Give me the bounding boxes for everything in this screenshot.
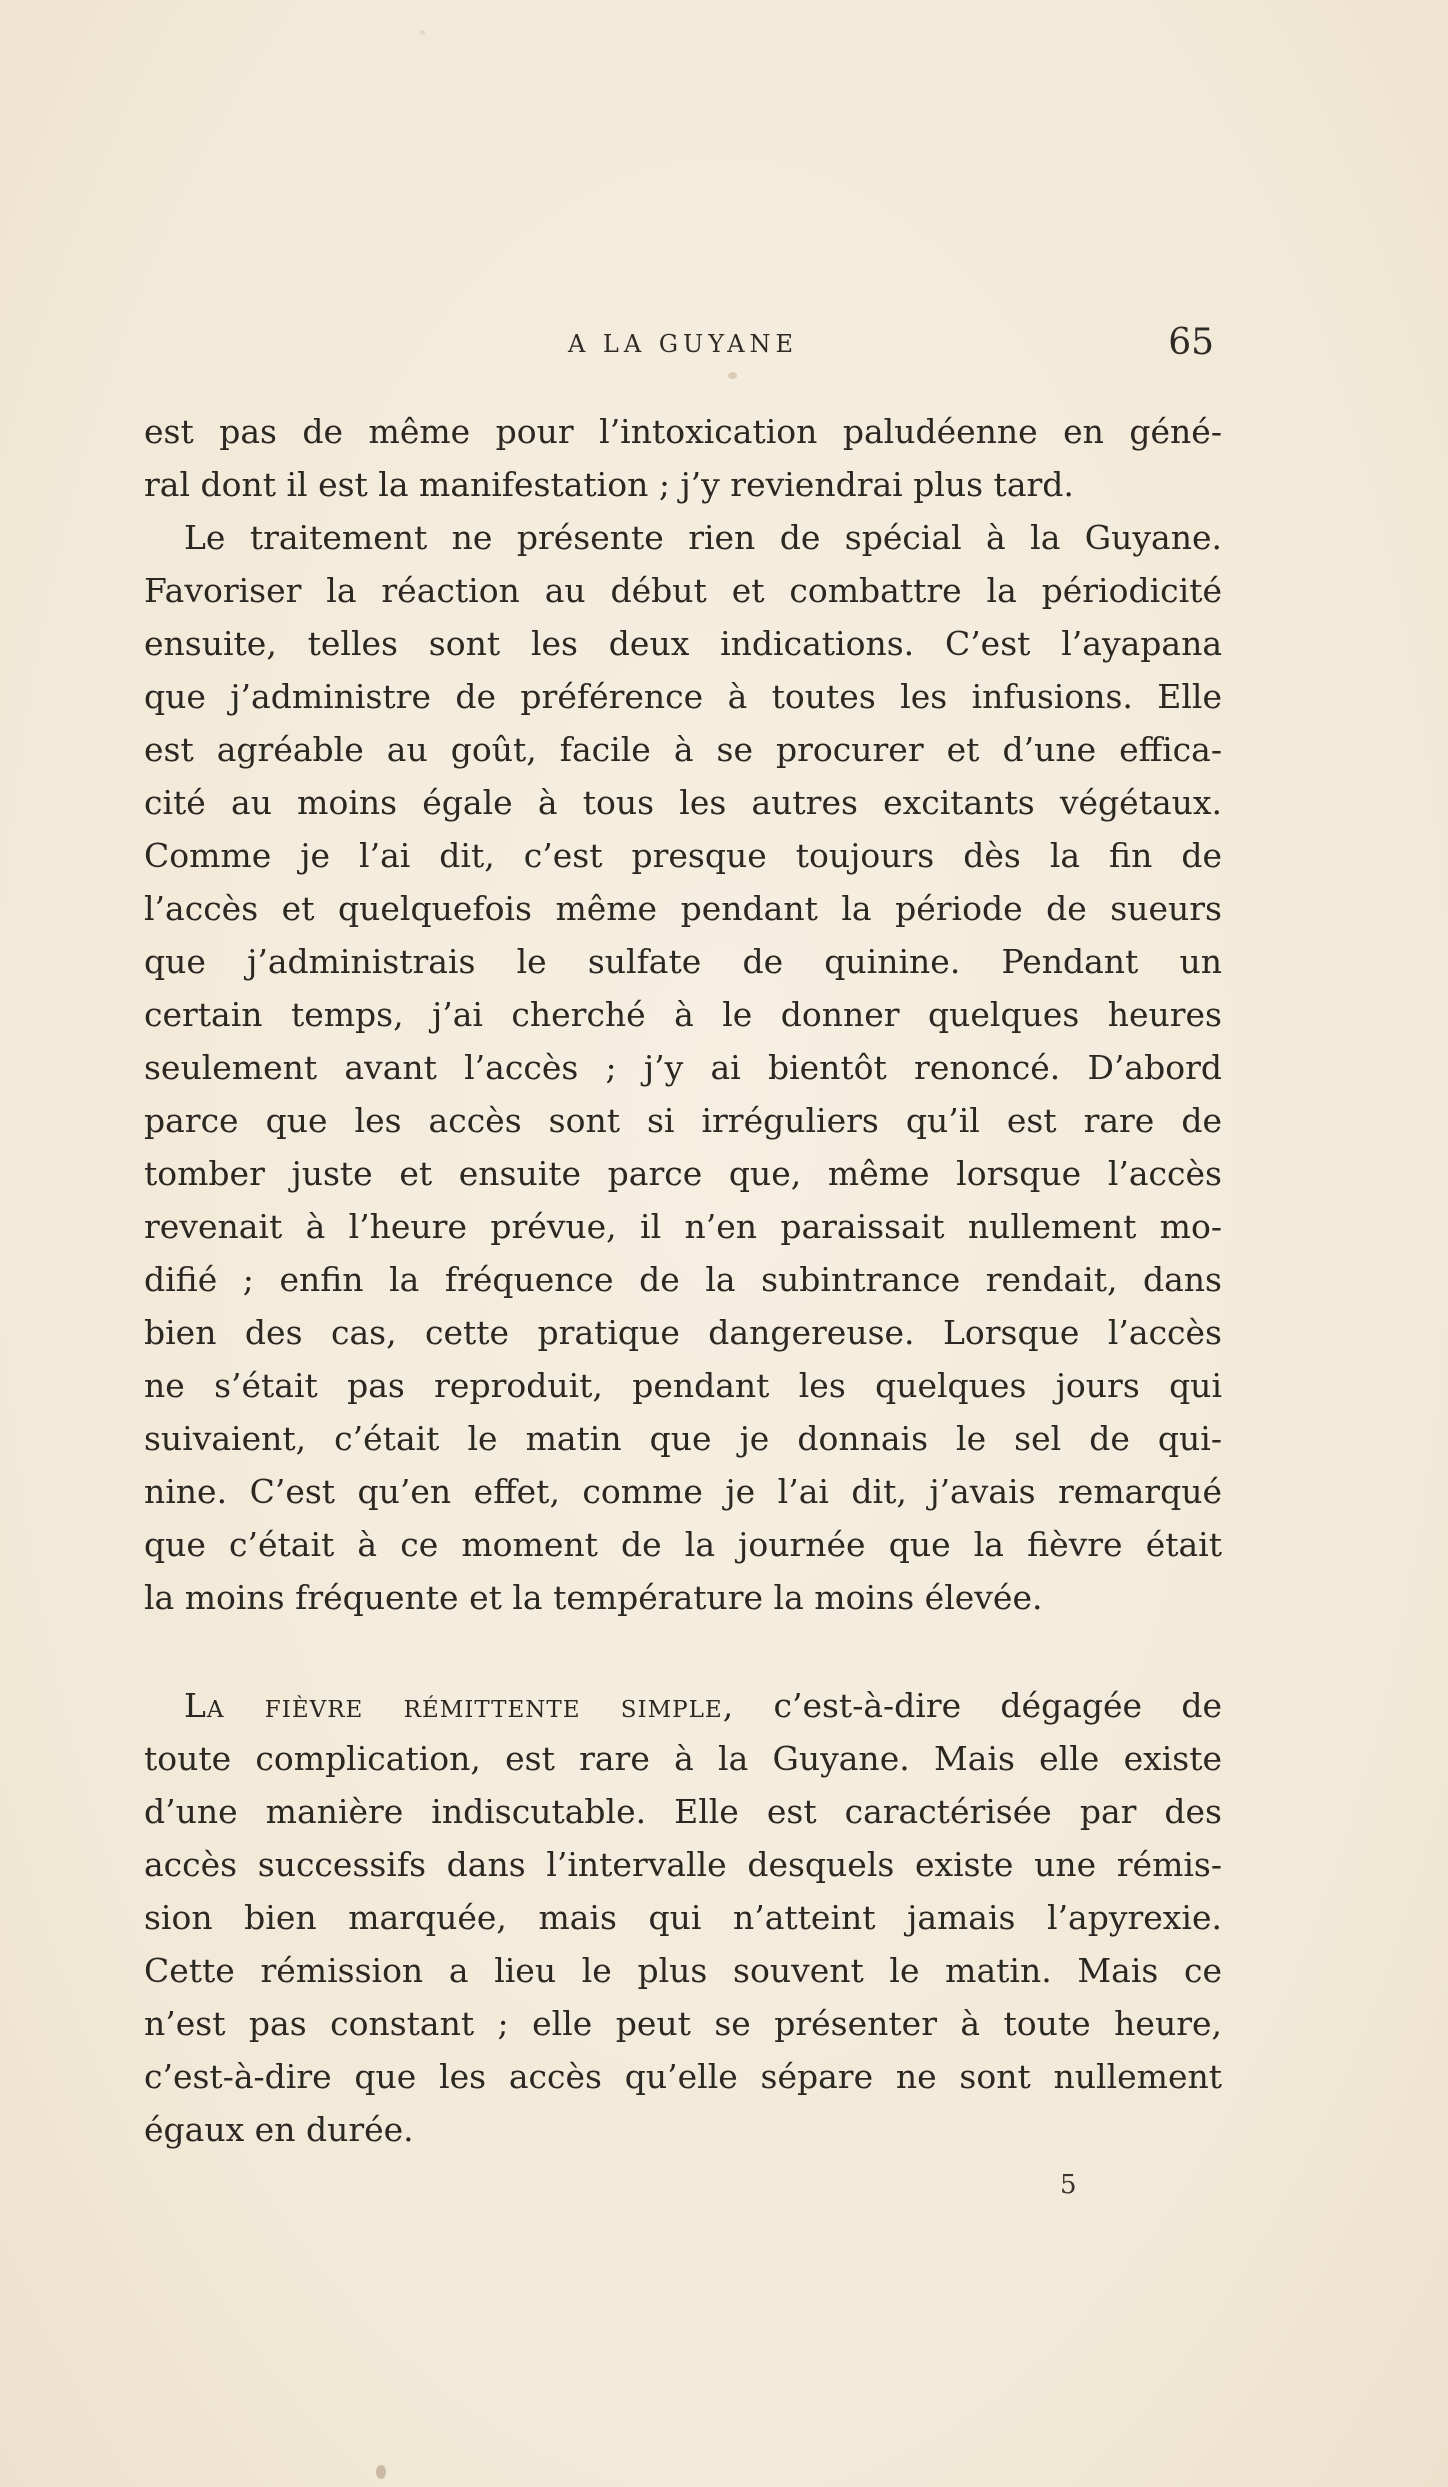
text-line: Le traitement ne présente rien de spécial à la Guyane. — [184, 518, 1222, 557]
text-line: Cette rémission a lieu le plus souvent le matin. Mais ce — [144, 1951, 1222, 1990]
text-line: seulement avant l’accès ; j’y ai bientôt renoncé. D’abord — [144, 1048, 1222, 1087]
text-line: la moins fréquente et la température la moins élevée. — [144, 1578, 1043, 1617]
text-line: tomber juste et ensuite parce que, même lorsque l’accès — [144, 1154, 1222, 1193]
page-number: 65 — [1168, 322, 1214, 363]
text-line: accès successifs dans l’intervalle desquels existe une rémis- — [144, 1845, 1222, 1884]
text-line: que c’était à ce moment de la journée que la fièvre était — [144, 1525, 1222, 1564]
text-line: c’est-à-dire que les accès qu’elle sépare ne sont nullement — [144, 2057, 1222, 2096]
text-line: que j’administre de préférence à toutes les infusions. Elle — [144, 677, 1222, 716]
text-line: revenait à l’heure prévue, il n’en paraissait nullement mo- — [144, 1207, 1222, 1246]
text-line: ne s’était pas reproduit, pendant les quelques jours qui — [144, 1366, 1222, 1405]
text-line: toute complication, est rare à la Guyane. Mais elle existe — [144, 1739, 1222, 1778]
text-line: cité au moins égale à tous les autres excitants végétaux. — [144, 783, 1222, 822]
paragraph-remittent-fever — [144, 1679, 1222, 2156]
text-line: l’accès et quelquefois même pendant la période de sueurs — [144, 889, 1222, 928]
paragraph-continuation — [144, 405, 1222, 1624]
running-title: A LA GUYANE — [567, 330, 799, 358]
text-line: bien des cas, cette pratique dangereuse. Lorsque l’accès — [144, 1313, 1222, 1352]
text-line: d’une manière indiscutable. Elle est caractérisée par des — [144, 1792, 1222, 1831]
text-line: que j’administrais le sulfate de quinine. Pendant un — [144, 942, 1222, 981]
signature-mark: 5 — [1060, 2170, 1077, 2200]
text-line: parce que les accès sont si irréguliers qu’il est rare de — [144, 1101, 1222, 1140]
text-line: ral dont il est la manifestation ; j’y reviendrai plus tard. — [144, 465, 1074, 504]
text-line: sion bien marquée, mais qui n’atteint jamais l’apyrexie. — [144, 1898, 1222, 1937]
text-line: suivaient, c’était le matin que je donnais le sel de qui- — [144, 1419, 1222, 1458]
paper-foxing-spot — [420, 30, 425, 35]
text-line: Favoriser la réaction au début et combattre la périodicité — [144, 571, 1222, 610]
text-line: Comme je l’ai dit, c’est presque toujours dès la fin de — [144, 836, 1222, 875]
text-line: est agréable au goût, facile à se procurer et d’une effica- — [144, 730, 1222, 769]
paper-foxing-spot — [728, 372, 737, 379]
text-line: égaux en durée. — [144, 2110, 414, 2149]
text-fragment: c’est-à-dire dégagée de — [734, 1686, 1222, 1725]
text-line: n’est pas constant ; elle peut se présenter à toute heure, — [144, 2004, 1222, 2043]
text-line: ensuite, telles sont les deux indications. C’est l’ayapana — [144, 624, 1222, 663]
section-lead-smallcaps: La fièvre rémittente simple, — [184, 1686, 735, 1725]
paper-foxing-spot — [376, 2465, 386, 2479]
text-line: nine. C’est qu’en effet, comme je l’ai dit, j’avais remarqué — [144, 1472, 1222, 1511]
text-line-first — [144, 1679, 1222, 1732]
text-line: certain temps, j’ai cherché à le donner quelques heures — [144, 995, 1222, 1034]
running-head — [144, 322, 1222, 372]
text-line: est pas de même pour l’intoxication paludéenne en géné- — [144, 412, 1222, 451]
text-line: difié ; enfin la fréquence de la subintrance rendait, dans — [144, 1260, 1222, 1299]
